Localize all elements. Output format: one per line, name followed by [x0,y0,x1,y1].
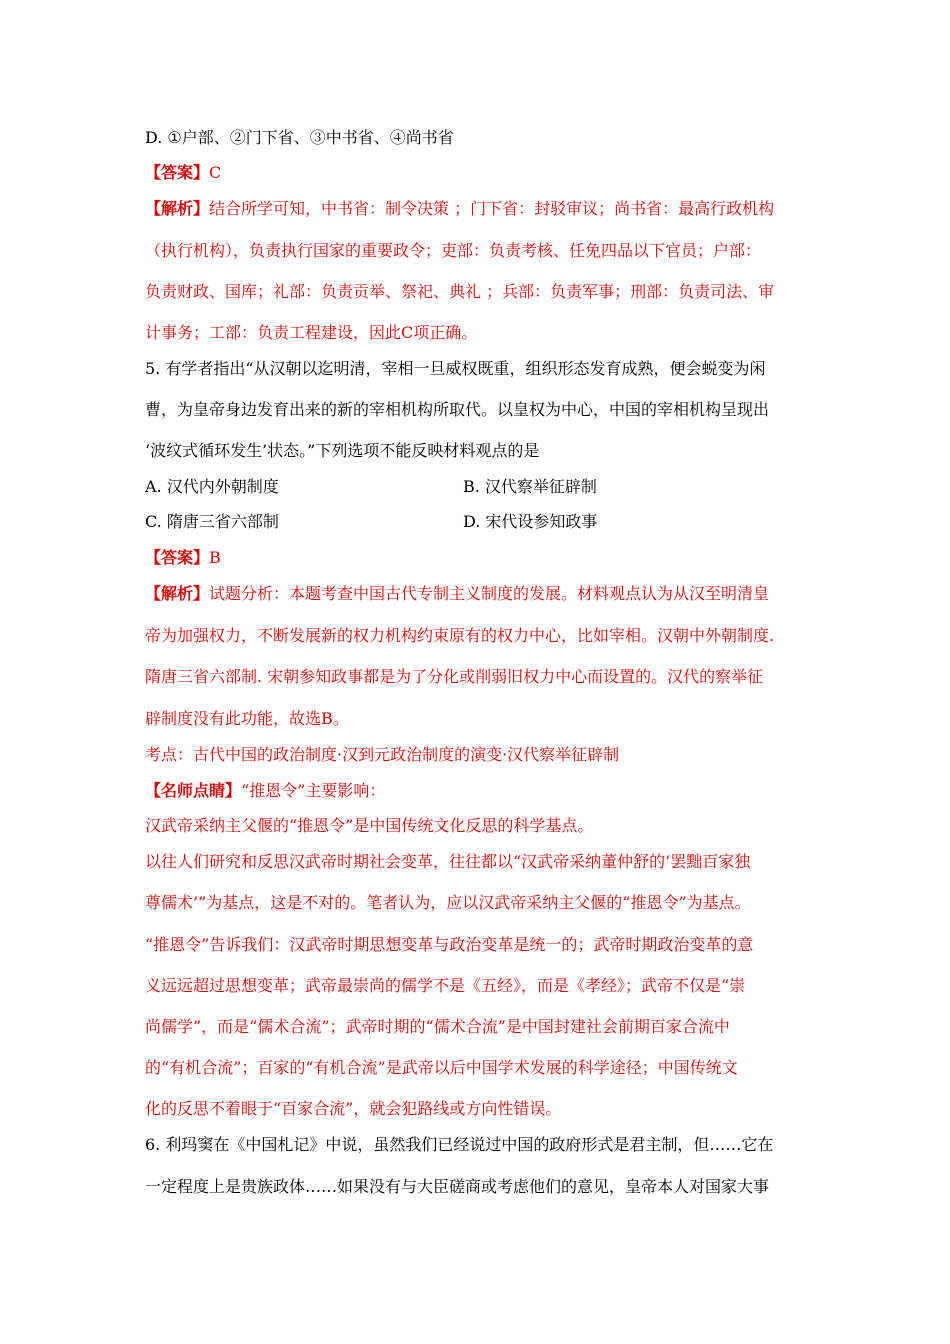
q5-mingshi-heading [145,780,385,802]
mingshi-title: “推恩令”主要影响： [241,781,386,800]
q5-mingshi-line: “推恩令”告诉我们：汉武帝时期思想变革与政治变革是统一的；武帝时期政治变革的意 [145,935,754,954]
answer-value: C [209,163,222,182]
q5-analysis-line: 隋唐三省六部制. 宋朝参知政事都是为了分化或削弱旧权力中心而设置的。汉代的察举征 [145,667,764,686]
q5-stem-line: 曹，为皇帝身边发育出来的新的宰相机构所取代。以皇权为中心，中国的宰相机构呈现出 [145,400,770,419]
q5-stem-line: 5. 有学者指出“从汉朝以迄明清，宰相一旦威权既重，组织形态发育成熟，便会蜕变为闲 [145,359,766,378]
answer-tag: 【答案】 [145,548,210,567]
q5-option-a: A. 汉代内外朝制度 [145,477,279,496]
q6-stem-line: 6. 利玛窦在《中国札记》中说，虽然我们已经说过中国的政府形式是君主制，但……它在 [145,1135,774,1154]
q5-kaodian: 考点：古代中国的政治制度·汉到元政治制度的演变·汉代察举征辟制 [145,745,620,764]
q5-answer [145,547,221,569]
q5-mingshi-line: 的“有机合流”；百家的“有机合流”是武帝以后中国学术发展的科学途径；中国传统文 [145,1058,738,1077]
q5-option-d: D. 宋代设参知政事 [463,512,598,531]
q5-analysis-line: 辟制度没有此功能，故选B。 [145,709,349,728]
mingshi-tag: 【名师点睛】 [145,781,242,800]
q4-option-d: D. ①户部、②门下省、③中书省、④尚书省 [145,128,454,147]
q5-options-row-1 [145,476,745,498]
q4-analysis-line: 负责财政、国库；礼部：负责贡举、祭祀、典礼 ；兵部：负责军事；刑部：负责司法、审 [145,282,775,301]
q5-mingshi-line: 以往人们研究和反思汉武帝时期社会变革，往往都以“汉武帝采纳董仲舒的‘罢黜百家独 [145,852,751,871]
answer-value: B [209,548,221,567]
q4-answer [145,162,221,184]
q5-mingshi-line: 尊儒术’”为基点，这是不对的。笔者认为，应以汉武帝采纳主父偃的“推恩令”为基点。 [145,893,751,912]
q5-mingshi-line: 尚儒学”，而是“儒术合流”；武帝时期的“儒术合流”是中国封建社会前期百家合流中 [145,1017,730,1036]
analysis-text: 结合所学可知，中书省：制令决策 ；门下省：封驳审议；尚书省：最高行政机构 [209,199,775,218]
q5-options-row-2 [145,511,745,533]
answer-tag: 【答案】 [145,163,210,182]
q4-analysis-line [145,198,774,220]
q5-mingshi-line: 化的反思不着眼于“百家合流”，就会犯路线或方向性错误。 [145,1099,562,1118]
q5-mingshi-line: 义远远超过思想变革；武帝最崇尚的儒学不是《五经》，而是《孝经》；武帝不仅是“崇 [145,976,746,995]
analysis-text: 试题分析：本题考查中国古代专制主义制度的发展。材料观点认为从汉至明清皇 [209,584,770,603]
analysis-tag: 【解析】 [145,199,210,218]
q5-stem-line: ‘波纹式循环发生’状态。”下列选项不能反映材料观点的是 [145,441,540,460]
q5-analysis-line: 帝为加强权力，不断发展新的权力机构约束原有的权力中心，比如宰相。汉朝中外朝制度. [145,626,775,645]
q5-analysis-line [145,583,769,605]
q5-mingshi-line: 汉武帝采纳主父偃的“推恩令”是中国传统文化反思的科学基点。 [145,816,594,835]
q5-option-b: B. 汉代察举征辟制 [463,477,597,496]
analysis-tag: 【解析】 [145,584,210,603]
q4-analysis-line: （执行机构），负责执行国家的重要政令；吏部：负责考核、任免四品以下官员；户部： [145,241,762,260]
q5-option-c: C. 隋唐三省六部制 [145,512,279,531]
q4-analysis-line: 计事务；工部：负责工程建设，因此C项正确。 [145,323,478,342]
q6-stem-line: 一定程度上是贵族政体……如果没有与大臣磋商或考虑他们的意见，皇帝本人对国家大事 [145,1177,770,1196]
